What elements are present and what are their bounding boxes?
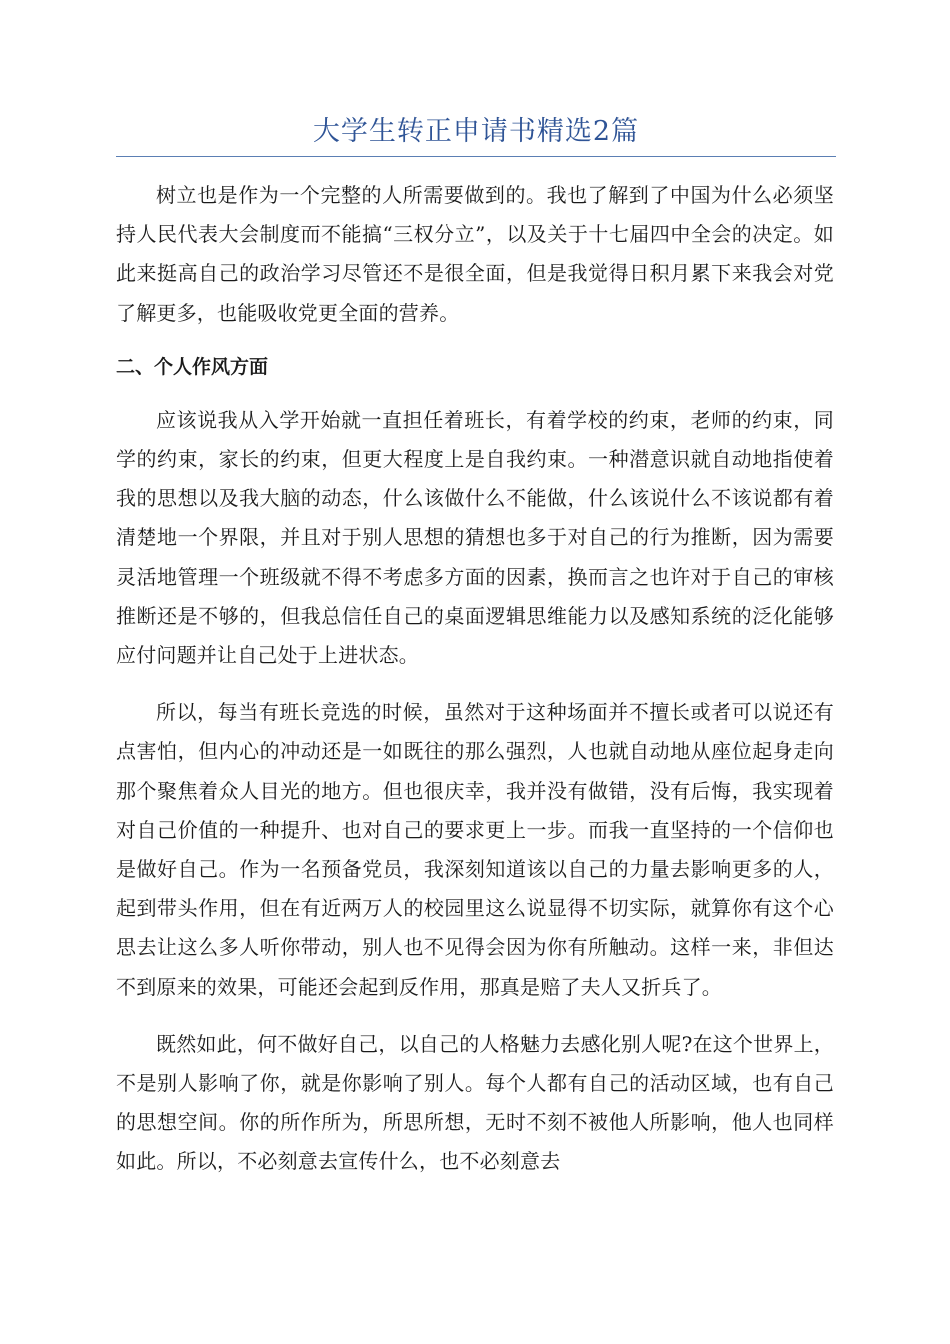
section-heading: 二、个人作风方面 — [116, 355, 269, 378]
body-paragraph: 所以，每当有班长竞选的时候，虽然对于这种场面并不擅长或者可以说还有点害怕，但内心的冲动还是一如既往的那么强烈，人也就自动地从座位起身走向那个聚焦着众人目光的地方。但也很庆幸，我并没有做错，没有后悔，我实现着对自己价值的一种提升、也对自己的要求更上一步。而我一直坚持的一个信仰也是做好自己。作为一名预备党员，我深刻知道该以自己的力量去影响更多的人，起到带头作用，但在有近两万人的校园里这么说显得不切实际，就算你有这个心思去让这么多人听你带动，别人也不见得会因为你有所触动。这样一来，非但达不到原来的效果，可能还会起到反作用，那真是赔了夫人又折兵了。 — [116, 700, 834, 999]
document-body — [116, 176, 834, 1200]
document-title: 大学生转正申请书精选2篇 — [312, 116, 640, 147]
body-paragraph: 应该说我从入学开始就一直担任着班长，有着学校的约束，老师的约束，同学的约束，家长的约束，但更大程度上是自我约束。一种潜意识就自动地指使着我的思想以及我大脑的动态，什么该做什么不能做，什么该说什么不该说都有着清楚地一个界限，并且对于别人思想的猜想也多于对自己的行为推断，因为需要灵活地管理一个班级就不得不考虑多方面的因素，换而言之也许对于自己的审核推断还是不够的，但我总信任自己的桌面逻辑思维能力以及感知系统的泛化能够应付问题并让自己处于上进状态。 — [116, 407, 834, 668]
document-header — [116, 112, 836, 157]
body-paragraph: 既然如此，何不做好自己，以自己的人格魅力去感化别人呢?在这个世界上，不是别人影响了你，就是你影响了别人。每个人都有自己的活动区域，也有自己的思想空间。你的所作所为，所思所想，无时不刻不被他人所影响，他人也同样如此。所以，不必刻意去宣传什么，也不必刻意去 — [116, 1031, 834, 1174]
body-paragraph: 树立也是作为一个完整的人所需要做到的。我也了解到了中国为什么必须坚持人民代表大会制度而不能搞“三权分立”，以及关于十七届四中全会的决定。如此来挺高自己的政治学习尽管还不是很全面，但是我觉得日积月累下来我会对党了解更多，也能吸收党更全面的营养。 — [116, 183, 834, 325]
